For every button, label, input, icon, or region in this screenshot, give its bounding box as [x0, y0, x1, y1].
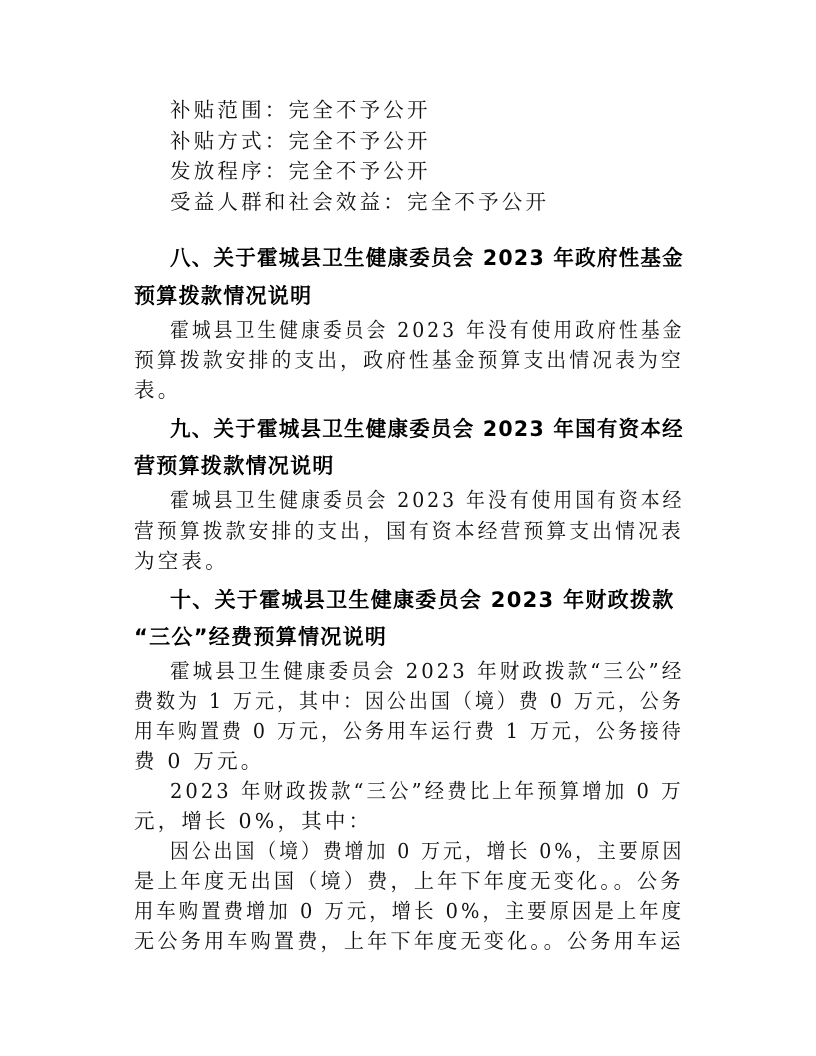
section-9-body-line-3: 为空表。 — [134, 549, 229, 573]
list-item-issue-procedure: 发放程序：完全不予公开 — [170, 159, 431, 183]
section-10-p1-line-3: 用车购置费 0 万元，公务用车运行费 1 万元，公务接待 — [134, 719, 684, 743]
section-8-heading-line-2: 预算拨款情况说明 — [134, 284, 313, 308]
list-item-subsidy-method: 补贴方式：完全不予公开 — [170, 129, 431, 153]
section-10-p3-line-1: 因公出国（境）费增加 0 万元，增长 0%，主要原因 — [170, 839, 685, 863]
section-8-body-line-2: 预算拨款安排的支出，政府性基金预算支出情况表为空 — [134, 348, 684, 372]
section-10-p3-line-3: 用车购置费增加 0 万元，增长 0%，主要原因是上年度 — [134, 899, 685, 923]
section-8-heading-line-1: 八、关于霍城县卫生健康委员会 2023 年政府性基金 — [170, 246, 684, 270]
section-9-heading-line-2: 营预算拨款情况说明 — [134, 454, 335, 478]
section-10-p1-line-2: 费数为 1 万元，其中：因公出国（境）费 0 万元，公务 — [134, 689, 684, 713]
section-9-heading-line-1: 九、关于霍城县卫生健康委员会 2023 年国有资本经 — [170, 417, 684, 441]
section-10-heading-line-2: “三公”经费预算情况说明 — [134, 625, 388, 649]
section-8-body-line-3: 表。 — [134, 378, 182, 402]
section-10-p3-line-4: 无公务用车购置费，上年下年度无变化。。公务用车运 — [134, 929, 684, 953]
list-item-subsidy-scope: 补贴范围：完全不予公开 — [170, 98, 431, 122]
section-10-p1-line-4: 费 0 万元。 — [134, 749, 265, 773]
section-9-body-line-2: 营预算拨款安排的支出，国有资本经营预算支出情况表 — [134, 519, 684, 543]
section-10-heading-line-1: 十、关于霍城县卫生健康委员会 2023 年财政拨款 — [170, 588, 675, 612]
section-10-p1-line-1: 霍城县卫生健康委员会 2023 年财政拨款“三公”经 — [170, 659, 685, 683]
section-9-body-line-1: 霍城县卫生健康委员会 2023 年没有使用国有资本经 — [170, 488, 685, 512]
section-10-p3-line-2: 是上年度无出国（境）费，上年下年度无变化。。公务 — [134, 869, 684, 893]
section-8-body-line-1: 霍城县卫生健康委员会 2023 年没有使用政府性基金 — [170, 318, 685, 342]
list-item-beneficiaries: 受益人群和社会效益：完全不予公开 — [170, 190, 550, 214]
section-10-p2-line-1: 2023 年财政拨款“三公”经费比上年预算增加 0 万 — [170, 779, 684, 803]
section-10-p2-line-2: 元，增长 0%，其中： — [134, 809, 373, 833]
